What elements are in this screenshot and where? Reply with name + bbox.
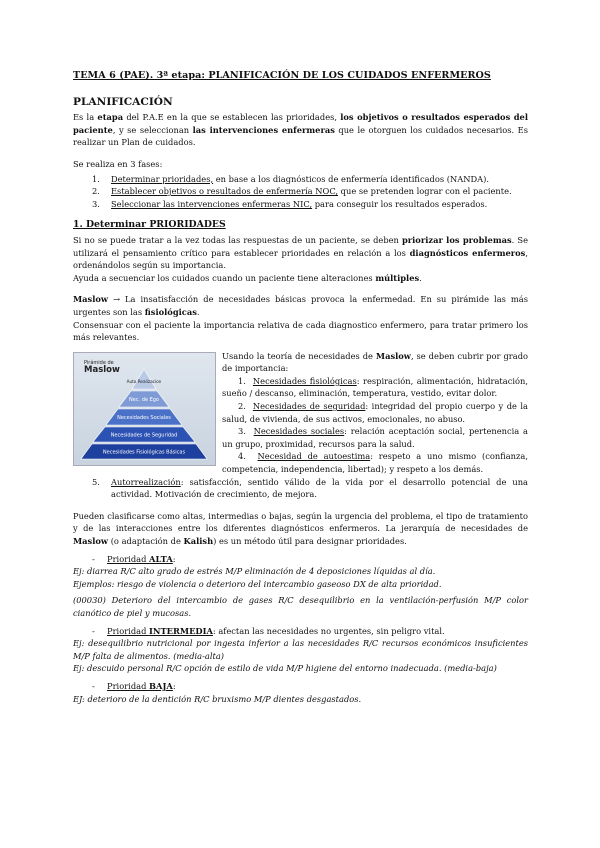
phases-intro: Se realiza en 3 fases: xyxy=(73,158,163,169)
document-title: TEMA 6 (PAE). 3ª etapa: PLANIFICACIÓN DE LOS CUIDADOS ENFERMEROS xyxy=(73,70,491,81)
pyramid-label-physiological: Necesidades Fisiológicas Básicas xyxy=(102,449,186,456)
pyramid-label-social: Necesidades Sociales xyxy=(117,414,171,421)
priority-heading: - Prioridad ALTA: xyxy=(92,553,176,564)
priority-heading: - Prioridad INTERMEDIA: afectan las necesidades no urgentes, sin peligro vital. xyxy=(92,625,445,636)
need-item-5: 5. Autorrealización: satisfacción, sentido válido de la vida por el desarrollo potencial de una actividad. Motivación de crecimiento, de mejora. xyxy=(92,476,528,500)
maslow-pyramid-figure xyxy=(73,352,216,466)
phases-list xyxy=(73,173,528,211)
maslow-section xyxy=(73,350,528,476)
needs-column xyxy=(222,350,528,476)
needs-intro: Usando la teoría de necesidades de Maslow, se deben cubrir por grado de importancia: xyxy=(222,350,529,374)
priority-intermedia xyxy=(73,625,528,675)
sequence-paragraph: Ayuda a secuenciar los cuidados cuando un paciente tiene alteraciones múltiples. xyxy=(73,272,422,283)
phase-item: 1. Determinar prioridades, en base a los diagnósticos de enfermería identificados (NANDA). xyxy=(92,173,490,184)
pyramid-title-big: Maslow xyxy=(84,364,120,375)
classification-paragraph: Pueden clasificarse como altas, intermedias o bajas, según la urgencia del problema, el tipo de tratamiento y de las interacciones entre los diferentes diagnósticos enfermeros. La jerarquía de necesidades de Maslow (o adaptación de Kalish) es un método útil para designar prioridades. xyxy=(73,510,528,546)
pyramid-graphic xyxy=(74,353,215,465)
priority-example: Ej: desequilibrio nutricional por ingesta inferior a las necesidades R/C recursos económicos insuficientes M/P falta de alimentos. (media-alta) xyxy=(73,638,528,661)
priority-example: Ejemplos: riesgo de violencia o deterioro del intercambio gaseoso DX de alta prioridad. xyxy=(73,578,442,589)
subsection-heading-prioridades: 1. Determinar PRIORIDADES xyxy=(73,219,226,231)
priority-example: (00030) Deterioro del intercambio de gases R/C desequilibrio en la ventilación-perfusión M/P color cianótico de piel y mucosas. xyxy=(73,595,528,618)
section-heading-planificacion: PLANIFICACIÓN xyxy=(73,95,173,108)
pyramid-label-security: Necesidades de Seguridad xyxy=(110,432,178,439)
priority-example: Ej: descuido personal R/C opción de estilo de vida M/P higiene del entorno inadecuada. (media-baja) xyxy=(73,663,497,674)
phase-item: 2. Establecer objetivos o resultados de enfermería NOC, que se pretenden lograr con el paciente. xyxy=(92,186,512,197)
pyramid-label-ego: Nec. de Ego xyxy=(129,396,159,403)
consensus-paragraph: Consensuar con el paciente la importancia relativa de cada diagnostico enfermero, para tratar primero los más relevantes. xyxy=(73,319,528,343)
priority-baja xyxy=(73,680,528,705)
maslow-paragraph: Maslow → La insatisfacción de necesidades básicas provoca la enfermedad. En su pirámide las más urgentes son las fisiológicas. xyxy=(73,294,528,317)
pyramid-title-small: Pirámide de xyxy=(84,359,114,366)
priorities-paragraph: Si no se puede tratar a la vez todas las respuestas de un paciente, se deben priorizar los problemas. Se utilizará el pensamiento crítico para establecer prioridades en relación a los diagnósticos enfermeros, ordenándolos según su importancia. xyxy=(73,234,528,271)
priority-example: EJ: deterioro de la dentición R/C bruxismo M/P dientes desgastados. xyxy=(73,693,362,704)
intro-paragraph: Es la etapa del P.A.E en la que se establecen las prioridades, los objetivos o resultados esperados del paciente, y se seleccionan las intervenciones enfermeras que le otorguen los cuidados necesarios. Es realizar un Plan de cuidados. xyxy=(73,112,528,148)
document-page xyxy=(73,70,528,705)
phase-item: 3. Seleccionar las intervenciones enfermeras NIC, para conseguir los resultados esperados. xyxy=(92,198,488,209)
need-item: 1. Necesidades fisiológicas: respiración, alimentación, hidratación, sueño / descanso, eliminación, temperatura, vestido, evitar dolor. xyxy=(222,375,528,399)
need-item: 3. Necesidades sociales: relación aceptación social, pertenencia a un grupo, proximidad, recursos para la salud. xyxy=(222,426,528,449)
priority-alta xyxy=(73,553,528,620)
priority-example: Ej: diarrea R/C alto grado de estrés M/P eliminación de 4 deposiciones líquidas al día. xyxy=(73,566,436,577)
need-item: 4. Necesidad de autoestima: respeto a uno mismo (confianza, competencia, independencia, libertad); y respeto a los demás. xyxy=(222,451,528,475)
need-item: 2. Necesidades de seguridad: integridad del propio cuerpo y de la salud, de vivienda, de sus activos, emocionales, no abuso. xyxy=(222,401,528,424)
pyramid-label-self-actualization: Auto Realizacion xyxy=(126,378,162,384)
priority-heading: - Prioridad BAJA: xyxy=(92,680,176,691)
